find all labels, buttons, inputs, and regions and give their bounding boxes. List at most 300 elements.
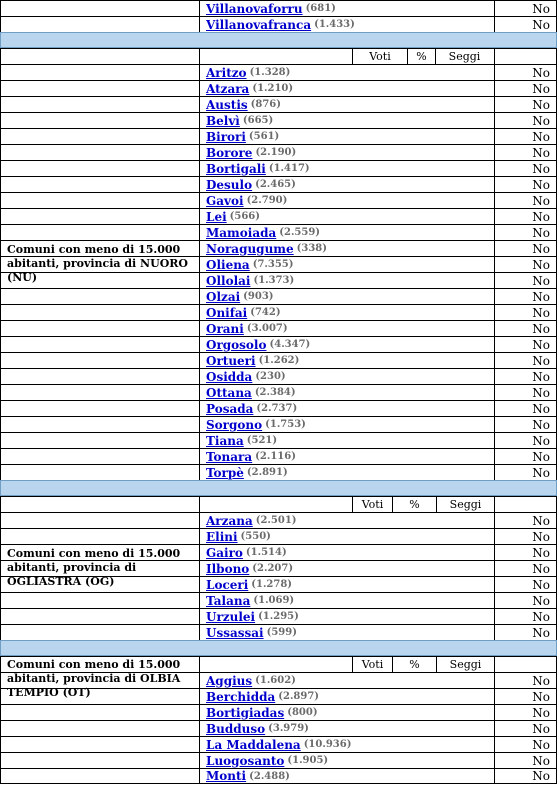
municipality-cell (200, 369, 495, 384)
municipality-cell (200, 625, 495, 640)
result-cell (495, 305, 556, 320)
municipality-link[interactable]: Aritzo (206, 65, 247, 80)
result-cell (495, 161, 556, 176)
municipality-link[interactable]: Berchidda (206, 689, 276, 704)
result-value: No (532, 449, 550, 464)
result-value: No (532, 321, 550, 336)
result-value: No (532, 113, 550, 128)
municipality-link[interactable]: Ussassai (206, 625, 264, 640)
municipality-link[interactable]: Ottana (206, 385, 252, 400)
table-row (0, 400, 557, 416)
population-text: (7.355) (252, 259, 294, 270)
population-text: (1.514) (245, 547, 287, 558)
result-cell (495, 49, 556, 64)
result-value: No (532, 145, 550, 160)
population-text: (903) (243, 291, 274, 302)
result-cell (495, 465, 556, 480)
municipality-link[interactable]: Ilbono (206, 561, 250, 576)
group-label-cell (1, 497, 200, 512)
result-value: No (532, 769, 550, 783)
municipality-link[interactable]: Ortueri (206, 353, 256, 368)
municipality-cell (200, 209, 495, 224)
percent-header: % (407, 49, 435, 64)
table-row (0, 624, 557, 640)
municipality-link[interactable]: Olzai (206, 289, 241, 304)
column-headers (200, 49, 494, 64)
municipality-link[interactable]: Talana (206, 593, 251, 608)
group-label-cell (1, 529, 200, 544)
result-value: No (532, 305, 550, 320)
table-row (0, 464, 557, 480)
municipality-link[interactable]: Birori (206, 129, 246, 144)
municipality-cell (200, 129, 495, 144)
population-text: (665) (242, 115, 274, 126)
population-text: (1.753) (265, 419, 306, 430)
column-header-row (0, 496, 557, 512)
municipality-cell (200, 385, 495, 400)
municipality-link[interactable]: Monti (206, 769, 247, 783)
population-text: (2.384) (254, 387, 296, 398)
header-spacer (200, 49, 352, 64)
result-value: No (532, 609, 550, 624)
population-text: (2.501) (255, 515, 297, 526)
result-value: No (532, 545, 550, 560)
table-row (0, 160, 557, 176)
header-spacer (200, 657, 352, 672)
result-value: No (532, 81, 550, 96)
result-cell (495, 273, 556, 288)
result-value: No (532, 721, 550, 736)
municipality-cell (200, 689, 495, 704)
municipality-cell (200, 305, 495, 320)
result-cell (495, 1, 556, 16)
table-row (0, 64, 557, 80)
result-value: No (532, 401, 550, 416)
result-value: No (532, 97, 550, 112)
population-text: (2.488) (249, 770, 290, 782)
group-label-cell (1, 289, 200, 304)
section-separator (0, 640, 557, 656)
municipality-link[interactable]: Urzulei (206, 609, 256, 624)
table-row (0, 432, 557, 448)
table-row (0, 208, 557, 224)
result-cell (495, 433, 556, 448)
group-label-cell (1, 705, 200, 720)
result-value: No (532, 353, 550, 368)
table-row (0, 720, 557, 736)
result-value: No (532, 177, 550, 192)
province-group (0, 496, 557, 640)
municipality-link[interactable]: Atzara (206, 81, 250, 96)
result-cell (495, 577, 556, 592)
group-label-cell (1, 753, 200, 768)
municipality-link[interactable]: Loceri (206, 577, 249, 592)
column-headers (200, 497, 494, 512)
table-row (0, 128, 557, 144)
result-value: No (532, 225, 550, 240)
result-cell (495, 593, 556, 608)
group-label-cell (1, 97, 200, 112)
group-label-cell (1, 417, 200, 432)
population-text: (10.936) (303, 739, 352, 750)
population-text: (1.417) (268, 163, 310, 174)
municipality-cell (200, 97, 495, 112)
group-label-cell (1, 177, 200, 192)
table-row (0, 704, 557, 720)
result-value: No (532, 1, 550, 16)
population-text: (876) (250, 99, 281, 110)
municipality-link[interactable]: Posada (206, 401, 254, 416)
group-label-cell (1, 1, 200, 16)
population-text: (1.069) (253, 595, 295, 606)
group-label-cell (1, 625, 200, 640)
municipality-link[interactable]: La Maddalena (206, 737, 301, 752)
group-label-cell (1, 369, 200, 384)
province-label: Comuni con meno di 15.000 abitanti, provincia di OGLIASTRA (OG) (7, 547, 181, 588)
result-cell (495, 257, 556, 272)
group-label-cell (1, 721, 200, 736)
section-separator (0, 32, 557, 48)
population-text: (2.891) (246, 467, 288, 478)
percent-header: % (392, 657, 436, 672)
province-group (0, 656, 557, 784)
municipality-link[interactable]: Gavoi (206, 193, 244, 208)
result-cell (495, 81, 556, 96)
municipality-cell (200, 705, 495, 720)
column-header-cell (200, 657, 495, 672)
table-row (0, 352, 557, 368)
result-cell (495, 17, 556, 32)
municipality-link[interactable]: Tonara (206, 449, 253, 464)
result-cell (495, 449, 556, 464)
municipality-link[interactable]: Villanovafranca (206, 17, 312, 32)
result-cell (495, 673, 556, 688)
result-cell (495, 97, 556, 112)
table-row (0, 368, 557, 384)
municipality-link[interactable]: Austis (206, 97, 248, 112)
group-label-cell (1, 353, 200, 368)
municipality-cell (200, 673, 495, 688)
province-label: Comuni con meno di 15.000 abitanti, provincia di OLBIA TEMPIO (OT) (7, 658, 181, 699)
municipality-link[interactable]: Gairo (206, 545, 243, 560)
municipality-cell (200, 561, 495, 576)
municipality-link[interactable]: Orgosolo (206, 337, 267, 352)
municipality-cell (200, 513, 495, 528)
result-cell (495, 177, 556, 192)
population-text: (2.465) (255, 179, 296, 190)
percent-header: % (392, 497, 436, 512)
population-text: (1.262) (258, 355, 300, 366)
header-spacer (200, 497, 352, 512)
population-text: (561) (248, 131, 280, 142)
seats-header: Seggi (436, 497, 494, 512)
result-value: No (532, 737, 550, 752)
group-label-cell (1, 769, 200, 783)
municipality-link[interactable]: Onifai (206, 305, 248, 320)
municipality-cell (200, 65, 495, 80)
group-label-cell (1, 161, 200, 176)
result-cell (495, 113, 556, 128)
result-cell (495, 241, 556, 256)
group-label-cell (1, 449, 200, 464)
group-label-cell (1, 209, 200, 224)
votes-header: Voti (352, 657, 392, 672)
municipality-cell (200, 113, 495, 128)
result-cell (495, 225, 556, 240)
population-text: (2.116) (255, 451, 296, 462)
municipality-cell (200, 177, 495, 192)
table-row (0, 736, 557, 752)
population-text: (521) (246, 435, 278, 446)
municipality-link[interactable]: Mamoiada (206, 225, 277, 240)
municipality-cell (200, 321, 495, 336)
seats-header: Seggi (435, 49, 493, 64)
population-text: (1.373) (253, 275, 295, 286)
group-label-cell (1, 113, 200, 128)
seats-header: Seggi (436, 657, 494, 672)
result-cell (495, 65, 556, 80)
result-value: No (532, 593, 550, 608)
population-text: (2.897) (278, 691, 320, 702)
table-row (0, 592, 557, 608)
result-cell (495, 289, 556, 304)
municipality-cell (200, 721, 495, 736)
result-cell (495, 625, 556, 640)
table-row (0, 288, 557, 304)
result-value: No (532, 273, 550, 288)
population-text: (1.295) (258, 611, 299, 622)
table-row (0, 608, 557, 624)
municipality-link[interactable]: Bortigiadas (206, 705, 285, 720)
group-label-cell (1, 17, 200, 32)
municipality-cell (200, 289, 495, 304)
result-cell (495, 721, 556, 736)
result-value: No (532, 705, 550, 720)
group-label-cell (1, 81, 200, 96)
municipality-cell (200, 17, 495, 32)
group-label-cell (1, 305, 200, 320)
municipality-link[interactable]: Sorgono (206, 417, 263, 432)
result-value: No (532, 65, 550, 80)
result-value: No (532, 689, 550, 704)
result-value: No (532, 753, 550, 768)
result-value: No (532, 193, 550, 208)
table-row (0, 752, 557, 768)
municipality-link[interactable]: Elini (206, 529, 238, 544)
result-cell (495, 561, 556, 576)
group-label-cell (1, 337, 200, 352)
municipality-cell (200, 545, 495, 560)
group-label-cell (1, 593, 200, 608)
municipality-link[interactable]: Luogosanto (206, 753, 285, 768)
group-label-cell (1, 49, 200, 64)
municipality-link[interactable]: Belvì (206, 113, 240, 128)
table-row (0, 512, 557, 528)
group-label-cell (1, 385, 200, 400)
population-text: (2.190) (255, 147, 297, 158)
result-value: No (532, 241, 550, 256)
population-text: (742) (250, 307, 281, 318)
population-text: (599) (266, 627, 297, 638)
result-cell (495, 353, 556, 368)
municipality-link[interactable]: Desulo (206, 177, 253, 192)
result-cell (495, 401, 556, 416)
result-value: No (532, 209, 550, 224)
municipality-link[interactable]: Ollolai (206, 273, 251, 288)
result-cell (495, 689, 556, 704)
table-row (0, 448, 557, 464)
table-row (0, 144, 557, 160)
population-text: (4.347) (269, 339, 311, 350)
municipality-link[interactable]: Osidda (206, 369, 253, 384)
group-label-cell (1, 465, 200, 480)
population-text: (230) (255, 371, 286, 382)
table-row (0, 0, 557, 16)
result-cell (495, 769, 556, 783)
municipality-cell (200, 593, 495, 608)
table-row (0, 112, 557, 128)
result-value: No (532, 289, 550, 304)
result-cell (495, 705, 556, 720)
result-cell (495, 753, 556, 768)
group-label-cell (1, 513, 200, 528)
municipality-link[interactable]: Bortigali (206, 161, 266, 176)
result-cell (495, 497, 556, 512)
municipality-cell (200, 273, 495, 288)
municipality-link[interactable]: Tiana (206, 433, 244, 448)
population-text: (2.790) (246, 195, 288, 206)
column-header-cell (200, 49, 495, 64)
municipality-cell (200, 737, 495, 752)
table-row (0, 224, 557, 240)
result-cell (495, 193, 556, 208)
result-cell (495, 337, 556, 352)
result-value: No (532, 417, 550, 432)
table-row (0, 304, 557, 320)
population-text: (1.602) (255, 675, 296, 686)
population-text: (2.737) (256, 403, 298, 414)
result-cell (495, 609, 556, 624)
municipality-cell (200, 145, 495, 160)
population-text: (1.278) (251, 579, 293, 590)
result-value: No (532, 577, 550, 592)
municipality-cell (200, 257, 495, 272)
section-separator (0, 480, 557, 496)
population-text: (2.207) (252, 563, 294, 574)
municipality-link[interactable]: Noragugume (206, 241, 294, 256)
result-value: No (532, 17, 550, 32)
municipality-link[interactable]: Borore (206, 145, 253, 160)
result-cell (495, 737, 556, 752)
table-row (0, 336, 557, 352)
municipality-link[interactable]: Villanovaforru (206, 1, 303, 16)
population-text: (1.328) (249, 67, 291, 78)
population-text: (3.979) (268, 723, 309, 734)
table-row (0, 416, 557, 432)
result-cell (495, 545, 556, 560)
municipality-link[interactable]: Oliena (206, 257, 250, 272)
group-label-cell (1, 129, 200, 144)
population-text: (800) (287, 707, 318, 718)
table-row (0, 768, 557, 784)
result-value: No (532, 513, 550, 528)
result-cell (495, 657, 556, 672)
result-cell (495, 145, 556, 160)
result-value: No (532, 625, 550, 640)
result-cell (495, 513, 556, 528)
municipality-cell (200, 417, 495, 432)
result-value: No (532, 337, 550, 352)
municipality-cell (200, 161, 495, 176)
group-label-cell (1, 609, 200, 624)
municipality-link[interactable]: Budduso (206, 721, 266, 736)
column-header-cell (200, 497, 495, 512)
table-row (0, 16, 557, 32)
municipality-cell (200, 769, 495, 783)
result-value: No (532, 561, 550, 576)
municipality-link[interactable]: Orani (206, 321, 244, 336)
result-cell (495, 369, 556, 384)
table-row (0, 192, 557, 208)
municipality-cell (200, 1, 495, 16)
municipality-cell (200, 753, 495, 768)
result-value: No (532, 161, 550, 176)
result-value: No (532, 529, 550, 544)
table-row (0, 320, 557, 336)
population-text: (1.433) (314, 19, 355, 30)
group-label-cell (1, 145, 200, 160)
result-cell (495, 529, 556, 544)
group-label-cell (1, 433, 200, 448)
result-value: No (532, 385, 550, 400)
municipality-cell (200, 241, 495, 256)
municipality-cell (200, 465, 495, 480)
population-text: (681) (305, 3, 336, 14)
column-header-row (0, 48, 557, 64)
municipality-link[interactable]: Lei (206, 209, 227, 224)
municipality-link[interactable]: Torpè (206, 465, 244, 480)
group-label-cell (1, 321, 200, 336)
result-cell (495, 209, 556, 224)
municipality-cell (200, 401, 495, 416)
result-value: No (532, 673, 550, 688)
population-text: (1.210) (252, 83, 294, 94)
municipality-cell (200, 433, 495, 448)
result-cell (495, 417, 556, 432)
municipality-cell (200, 225, 495, 240)
table-row (0, 528, 557, 544)
municipality-cell (200, 529, 495, 544)
column-headers (200, 657, 494, 672)
province-group (0, 48, 557, 480)
result-value: No (532, 465, 550, 480)
table-row (0, 80, 557, 96)
municipality-cell (200, 81, 495, 96)
result-value: No (532, 129, 550, 144)
municipality-link[interactable]: Aggius (206, 673, 253, 688)
municipality-cell (200, 193, 495, 208)
result-value: No (532, 369, 550, 384)
population-text: (2.559) (279, 227, 321, 238)
population-text: (550) (240, 531, 271, 542)
group-label-cell (1, 225, 200, 240)
table-row (0, 176, 557, 192)
result-value: No (532, 257, 550, 272)
result-cell (495, 129, 556, 144)
municipality-cell (200, 449, 495, 464)
municipality-link[interactable]: Arzana (206, 513, 253, 528)
table-row (0, 384, 557, 400)
